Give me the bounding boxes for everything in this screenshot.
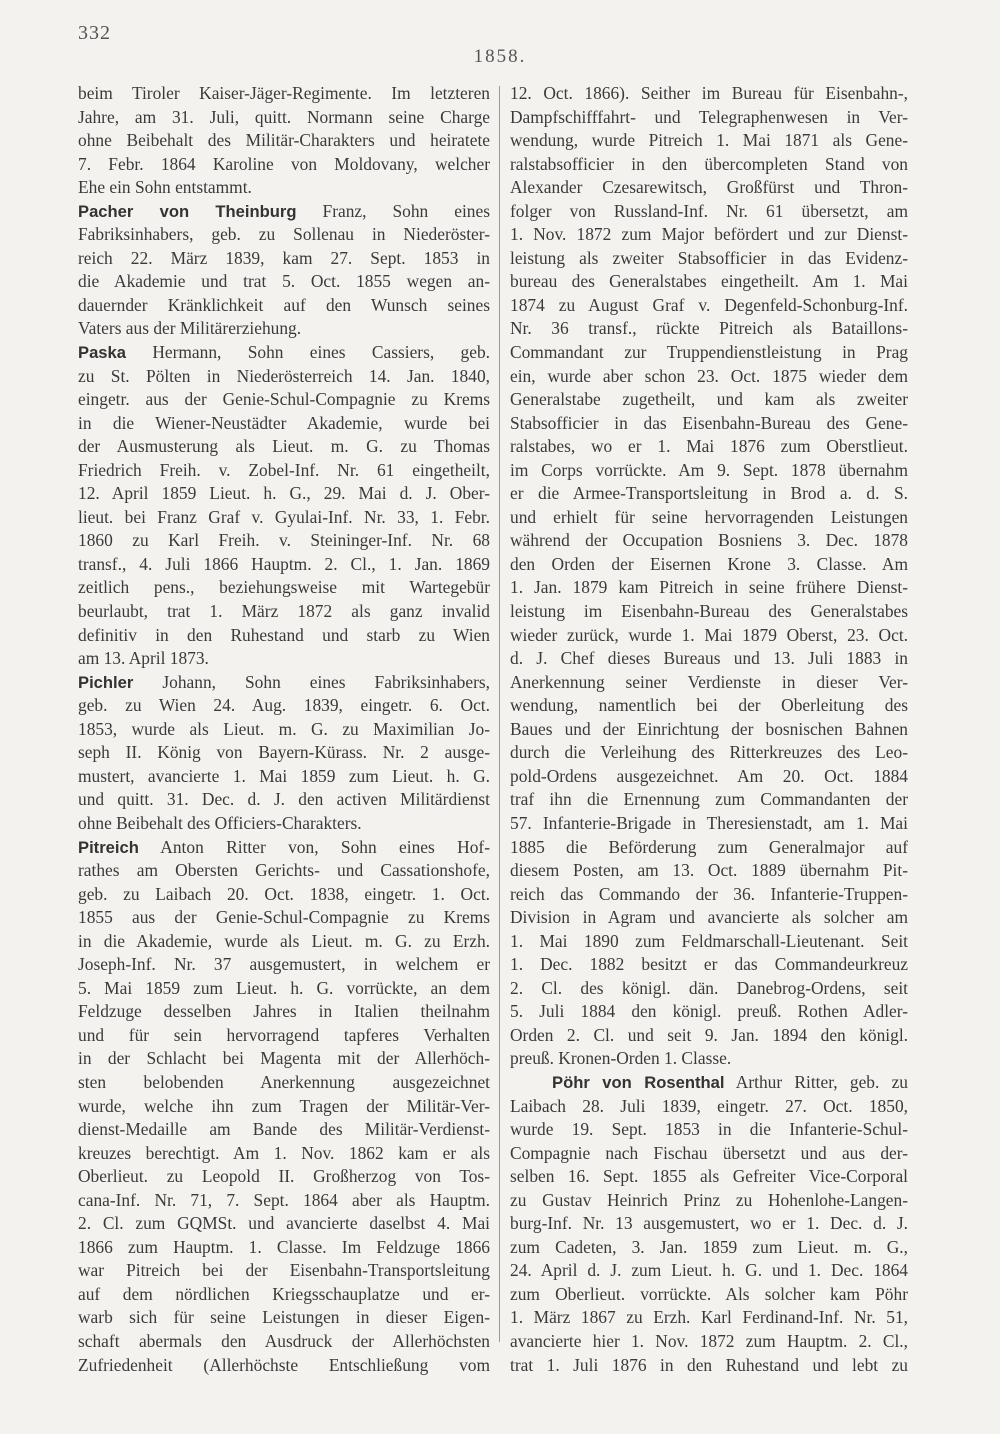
line-text: ohne Beibehalt des Militär-Charakters und heiratete bbox=[78, 130, 490, 151]
line-text: Generalstabe zugetheilt, und kam als zweiter bbox=[510, 389, 908, 410]
text-line bbox=[510, 930, 908, 954]
line-text: zu St. Pölten in Niederösterreich 14. Jan. 1840, bbox=[78, 365, 490, 386]
line-text: ralstabsofficier in den übercompleten Stand von bbox=[510, 153, 908, 174]
line-text: er die Armee-Transportsleitung in Brod a. d. S. bbox=[510, 483, 908, 504]
line-text: mustert, avancierte 1. Mai 1859 zum Lieut. h. G. bbox=[78, 765, 490, 786]
line-text: 1. März 1867 zu Erzh. Karl Ferdinand-Inf. Nr. 51, bbox=[510, 1307, 908, 1328]
text-line bbox=[510, 341, 908, 365]
text-line bbox=[78, 1047, 490, 1071]
text-line bbox=[78, 247, 490, 271]
text-line bbox=[510, 1259, 908, 1283]
line-text: 7. Febr. 1864 Karoline von Moldovany, welcher bbox=[78, 153, 490, 174]
text-line bbox=[78, 1095, 490, 1119]
text-line bbox=[510, 294, 908, 318]
line-text: Feldzuge desselben Jahres in Italien theilnahm bbox=[78, 1001, 490, 1022]
text-line bbox=[78, 1165, 490, 1189]
text-line bbox=[510, 741, 908, 765]
text-line bbox=[78, 906, 490, 930]
text-line bbox=[510, 836, 908, 860]
text-line bbox=[510, 647, 908, 671]
line-text: Franz, Sohn eines bbox=[296, 200, 490, 221]
text-line bbox=[78, 1118, 490, 1142]
text-line bbox=[510, 82, 908, 106]
text-line bbox=[510, 1283, 908, 1307]
line-text: Johann, Sohn eines Fabriksinhabers, bbox=[133, 671, 490, 692]
line-text: transf., 4. Juli 1866 Hauptm. 2. Cl., 1. Jan. 1869 bbox=[78, 553, 490, 574]
line-text: 12. Oct. 1866). Seither im Bureau für Eisenbahn-, bbox=[510, 83, 908, 103]
text-line bbox=[78, 765, 490, 789]
line-text: eingetr. aus der Genie-Schul-Compagnie zu Krems bbox=[78, 389, 490, 410]
text-line bbox=[510, 153, 908, 177]
line-text: den Orden der Eisernen Krone 3. Classe. Am bbox=[510, 553, 908, 574]
line-text: und für sein hervorragend tapferes Verhalten bbox=[78, 1024, 490, 1045]
entry-heading-line bbox=[510, 1071, 908, 1095]
text-line bbox=[78, 1283, 490, 1307]
text-line bbox=[78, 270, 490, 294]
text-line bbox=[78, 1024, 490, 1048]
line-text: Zufriedenheit (Allerhöchste Entschließung vom bbox=[78, 1354, 490, 1375]
line-text: leistung im Eisenbahn-Bureau des Generalstabes bbox=[510, 601, 908, 622]
text-line bbox=[510, 365, 908, 389]
text-line bbox=[510, 176, 908, 200]
text-line bbox=[510, 106, 908, 130]
line-text: ohne Beibehalt des Officiers-Charakters. bbox=[78, 812, 362, 833]
text-line bbox=[510, 223, 908, 247]
text-line bbox=[510, 1236, 908, 1260]
text-line bbox=[510, 883, 908, 907]
entry-surname: Pitreich bbox=[78, 837, 139, 857]
line-text: schaft abermals den Ausdruck der Allerhöchsten bbox=[78, 1330, 490, 1351]
text-line bbox=[78, 317, 490, 341]
line-text: 2. Cl. zum GQMSt. und avancierte daselbst 4. Mai bbox=[78, 1213, 490, 1234]
text-line bbox=[78, 1000, 490, 1024]
text-line bbox=[78, 977, 490, 1001]
line-text: ein, wurde aber schon 23. Oct. 1875 wieder dem bbox=[510, 365, 908, 386]
line-text: seph II. König von Bayern-Kürass. Nr. 2 ausge- bbox=[78, 742, 490, 763]
text-line bbox=[78, 176, 490, 200]
line-text: Joseph-Inf. Nr. 37 ausgemustert, in welchem er bbox=[78, 954, 490, 975]
line-text: leistung als zweiter Stabsofficier in das Evidenz- bbox=[510, 247, 908, 268]
text-line bbox=[510, 1024, 908, 1048]
text-line bbox=[510, 1165, 908, 1189]
text-line bbox=[510, 953, 908, 977]
line-text: ralstabes, wo er 1. Mai 1876 zum Oberstlieut. bbox=[510, 436, 908, 457]
text-line bbox=[78, 1142, 490, 1166]
line-text: cana-Inf. Nr. 71, 7. Sept. 1864 aber als Hauptm. bbox=[78, 1189, 490, 1210]
line-text: bureau des Generalstabes eingetheilt. Am 1. Mai bbox=[510, 271, 908, 292]
text-line bbox=[78, 694, 490, 718]
line-text: Anton Ritter von, Sohn eines Hof- bbox=[138, 836, 490, 857]
entry-heading-line bbox=[78, 341, 490, 365]
left-column bbox=[78, 82, 490, 1377]
line-text: 1. Jan. 1879 kam Pitreich in seine frühere Dienst- bbox=[510, 577, 908, 598]
line-text: Ehe ein Sohn entstammt. bbox=[78, 177, 252, 198]
text-line bbox=[510, 412, 908, 436]
text-line bbox=[78, 576, 490, 600]
text-line bbox=[78, 529, 490, 553]
text-line bbox=[510, 1118, 908, 1142]
line-text: dienst-Medaille am Bande des Militär-Verdienst- bbox=[78, 1119, 490, 1140]
text-line bbox=[510, 388, 908, 412]
page-number: 332 bbox=[78, 22, 111, 44]
text-line bbox=[510, 129, 908, 153]
text-line bbox=[78, 365, 490, 389]
line-text: 2. Cl. des königl. dän. Danebrog-Ordens, seit bbox=[510, 977, 908, 998]
entry-surname: Paska bbox=[78, 343, 126, 363]
text-line bbox=[78, 647, 490, 671]
text-line bbox=[510, 1330, 908, 1354]
line-text: Compagnie nach Fischau übersetzt und aus der- bbox=[510, 1142, 908, 1163]
line-text: 1. Dec. 1882 besitzt er das Commandeurkreuz bbox=[510, 954, 908, 975]
text-line bbox=[510, 600, 908, 624]
line-text: durch die Verleihung des Ritterkreuzes des Leo- bbox=[510, 742, 908, 763]
text-line bbox=[78, 812, 490, 836]
text-line bbox=[78, 859, 490, 883]
text-line bbox=[78, 223, 490, 247]
line-text: 1885 die Beförderung zum Generalmajor auf bbox=[510, 836, 908, 857]
text-line bbox=[510, 270, 908, 294]
text-line bbox=[510, 459, 908, 483]
line-text: reich 22. März 1839, kam 27. Sept. 1853 in bbox=[78, 247, 490, 268]
text-line bbox=[510, 247, 908, 271]
line-text: wurde 19. Sept. 1853 in die Infanterie-Schul- bbox=[510, 1119, 908, 1140]
text-line bbox=[510, 671, 908, 695]
line-text: pold-Ordens ausgezeichnet. Am 20. Oct. 1884 bbox=[510, 765, 908, 786]
line-text: 57. Infanterie-Brigade in Theresienstadt, am 1. Mai bbox=[510, 812, 908, 833]
line-text: wendung, wurde Pitreich 1. Mai 1871 als Gene- bbox=[510, 130, 908, 151]
line-text: 1866 zum Hauptm. 1. Classe. Im Feldzuge 1866 bbox=[78, 1236, 490, 1257]
text-line bbox=[78, 624, 490, 648]
line-text: burg-Inf. Nr. 13 ausgemustert, wo er 1. Dec. d. J. bbox=[510, 1213, 908, 1234]
line-text: im Corps vorrückte. Am 9. Sept. 1878 übernahm bbox=[510, 459, 908, 480]
text-line bbox=[78, 1236, 490, 1260]
line-text: 24. April d. J. zum Lieut. h. G. und 1. Dec. 1864 bbox=[510, 1260, 908, 1281]
entry-heading-line bbox=[78, 671, 490, 695]
line-text: lieut. bei Franz Graf v. Gyulai-Inf. Nr. 33, 1. Febr. bbox=[78, 506, 490, 527]
text-line bbox=[510, 788, 908, 812]
text-line bbox=[78, 129, 490, 153]
text-line bbox=[510, 718, 908, 742]
text-line bbox=[78, 82, 490, 106]
text-line bbox=[78, 106, 490, 130]
column-divider bbox=[499, 86, 500, 1342]
line-text: Dampfschifffahrt- und Telegraphenwesen in Ver- bbox=[510, 106, 908, 127]
text-line bbox=[510, 1354, 908, 1378]
right-column bbox=[510, 82, 908, 1377]
line-text: und quitt. 31. Dec. d. J. den activen Militärdienst bbox=[78, 789, 490, 810]
entry-heading-line bbox=[78, 200, 490, 224]
text-line bbox=[78, 1354, 490, 1378]
line-text: Nr. 36 transf., rückte Pitreich als Bataillons- bbox=[510, 318, 908, 339]
text-line bbox=[78, 506, 490, 530]
text-line bbox=[78, 953, 490, 977]
text-line bbox=[510, 812, 908, 836]
text-line bbox=[78, 741, 490, 765]
line-text: am 13. April 1873. bbox=[78, 648, 209, 669]
line-text: Hermann, Sohn eines Cassiers, geb. bbox=[125, 342, 490, 363]
text-line bbox=[78, 1259, 490, 1283]
text-line bbox=[78, 1189, 490, 1213]
text-line bbox=[510, 977, 908, 1001]
line-text: Friedrich Freih. v. Zobel-Inf. Nr. 61 eingetheilt, bbox=[78, 459, 490, 480]
line-text: wendung, namentlich bei der Oberleitung des bbox=[510, 695, 908, 716]
line-text: reich das Commando der 36. Infanterie-Truppen- bbox=[510, 883, 908, 904]
text-line bbox=[510, 1000, 908, 1024]
line-text: geb. zu Wien 24. Aug. 1839, eingetr. 6. Oct. bbox=[78, 695, 490, 716]
line-text: Fabriksinhabers, geb. zu Sollenau in Niederöster- bbox=[78, 224, 490, 245]
text-line bbox=[78, 482, 490, 506]
line-text: wieder zurück, wurde 1. Mai 1879 Oberst, 23. Oct. bbox=[510, 624, 908, 645]
text-line bbox=[510, 576, 908, 600]
text-line bbox=[78, 1306, 490, 1330]
line-text: traf ihn die Ernennung zum Commandanten der bbox=[510, 789, 908, 810]
text-line bbox=[78, 553, 490, 577]
text-line bbox=[510, 765, 908, 789]
text-line bbox=[510, 624, 908, 648]
line-text: geb. zu Laibach 20. Oct. 1838, eingetr. 1. Oct. bbox=[78, 883, 490, 904]
line-text: 1860 zu Karl Freih. v. Steininger-Inf. Nr. 68 bbox=[78, 530, 490, 551]
line-text: d. J. Chef dieses Bureaus und 13. Juli 1883 in bbox=[510, 648, 908, 669]
text-line bbox=[78, 718, 490, 742]
line-text: beim Tiroler Kaiser-Jäger-Regimente. Im letzteren bbox=[78, 83, 490, 103]
line-text: 12. April 1859 Lieut. h. G., 29. Mai d. J. Ober- bbox=[78, 483, 490, 504]
text-line bbox=[78, 1071, 490, 1095]
entry-surname: Pichler bbox=[78, 672, 134, 692]
line-text: in der Schlacht bei Magenta mit der Allerhöch- bbox=[78, 1048, 490, 1069]
text-line bbox=[78, 1212, 490, 1236]
text-line bbox=[510, 859, 908, 883]
text-line bbox=[78, 883, 490, 907]
line-text: sten belobenden Anerkennung ausgezeichnet bbox=[78, 1071, 490, 1092]
line-text: in die Wiener-Neustädter Akademie, wurde bei bbox=[78, 412, 490, 433]
line-text: beurlaubt, trat 1. März 1872 als ganz invalid bbox=[78, 601, 490, 622]
line-text: der Ausmusterung als Lieut. m. G. zu Thomas bbox=[78, 436, 490, 457]
line-text: avancierte hier 1. Nov. 1872 zum Hauptm. 2. Cl., bbox=[510, 1330, 908, 1351]
line-text: trat 1. Juli 1876 in den Ruhestand und lebt zu bbox=[510, 1354, 908, 1375]
text-line bbox=[510, 1306, 908, 1330]
text-line bbox=[510, 1189, 908, 1213]
text-line bbox=[510, 906, 908, 930]
line-text: zum Cadeten, 3. Jan. 1859 zum Lieut. m. G., bbox=[510, 1236, 908, 1257]
text-line bbox=[510, 435, 908, 459]
text-line bbox=[78, 412, 490, 436]
line-text: warb sich für seine Leistungen in dieser Eigen- bbox=[78, 1307, 490, 1328]
text-line bbox=[510, 1047, 908, 1071]
line-text: 1. Nov. 1872 zum Major befördert und zur Dienst- bbox=[510, 224, 908, 245]
line-text: auf dem nördlichen Kriegsschauplatze und er- bbox=[78, 1283, 490, 1304]
text-line bbox=[78, 930, 490, 954]
line-text: und erhielt für seine hervorragenden Leistungen bbox=[510, 506, 908, 527]
text-line bbox=[510, 1142, 908, 1166]
line-text: Commandant zur Truppendienstleistung in Prag bbox=[510, 342, 908, 363]
line-text: kreuzes berechtigt. Am 1. Nov. 1862 kam er als bbox=[78, 1142, 490, 1163]
entry-surname: Pöhr von Rosenthal bbox=[552, 1072, 725, 1092]
text-line bbox=[510, 482, 908, 506]
line-text: preuß. Kronen-Orden 1. Classe. bbox=[510, 1048, 732, 1069]
line-text: in die Akademie, wurde als Lieut. m. G. zu Erzh. bbox=[78, 930, 490, 951]
line-text: Division in Agram und avancierte als solcher am bbox=[510, 907, 908, 928]
text-line bbox=[510, 694, 908, 718]
text-line bbox=[78, 153, 490, 177]
line-text: Oberlieut. zu Leopold II. Großherzog von Tos- bbox=[78, 1166, 490, 1187]
line-text: diesem Posten, am 13. Oct. 1889 übernahm Pit- bbox=[510, 860, 908, 881]
line-text: Orden 2. Cl. und seit 9. Jan. 1894 den königl. bbox=[510, 1024, 908, 1045]
entry-heading-line bbox=[78, 836, 490, 860]
line-text: zeitlich pens., beziehungsweise mit Wartegebür bbox=[78, 577, 490, 598]
line-text: 1855 aus der Genie-Schul-Compagnie zu Krems bbox=[78, 907, 490, 928]
line-text: zu Gustav Heinrich Prinz zu Hohenlohe-Langen- bbox=[510, 1189, 908, 1210]
line-text: definitiv in den Ruhestand und starb zu Wien bbox=[78, 624, 490, 645]
text-line bbox=[510, 529, 908, 553]
text-line bbox=[510, 1095, 908, 1119]
running-header-year: 1858. bbox=[473, 46, 527, 67]
line-text: während der Occupation Bosniens 3. Dec. 1878 bbox=[510, 530, 908, 551]
line-text: folger von Russland-Inf. Nr. 61 übersetzt, am bbox=[510, 200, 908, 221]
text-line bbox=[78, 388, 490, 412]
line-text: Alexander Czesarewitsch, Großfürst und Thron- bbox=[510, 177, 908, 198]
line-text: Jahre, am 31. Juli, quitt. Normann seine Charge bbox=[78, 106, 490, 127]
line-text: Stabsofficier in das Eisenbahn-Bureau des Gene- bbox=[510, 412, 908, 433]
line-text: 5. Juli 1884 den königl. preuß. Rothen Adler- bbox=[510, 1001, 908, 1022]
line-text: dauernder Kränklichkeit auf den Wunsch seines bbox=[78, 294, 490, 315]
text-line bbox=[78, 435, 490, 459]
line-text: war Pitreich bei der Eisenbahn-Transportsleitung bbox=[78, 1260, 490, 1281]
line-text: Arthur Ritter, geb. zu bbox=[724, 1071, 908, 1092]
line-text: zum Oberlieut. vorrückte. Als solcher kam Pöhr bbox=[510, 1283, 908, 1304]
text-line bbox=[78, 600, 490, 624]
text-line bbox=[510, 553, 908, 577]
text-line bbox=[78, 1330, 490, 1354]
line-text: Baues und der Einrichtung der bosnischen Bahnen bbox=[510, 718, 908, 739]
text-line bbox=[510, 506, 908, 530]
line-text: Anerkennung seiner Verdienste in dieser Ver- bbox=[510, 671, 908, 692]
line-text: 5. Mai 1859 zum Lieut. h. G. vorrückte, an dem bbox=[78, 977, 490, 998]
entry-surname: Pacher von Theinburg bbox=[78, 201, 297, 221]
line-text: rathes am Obersten Gerichts- und Cassationshofe, bbox=[78, 860, 490, 881]
text-line bbox=[510, 200, 908, 224]
line-text: die Akademie und trat 5. Oct. 1855 wegen an- bbox=[78, 271, 490, 292]
line-text: wurde, welche ihn zum Tragen der Militär-Ver- bbox=[78, 1095, 490, 1116]
text-line bbox=[510, 317, 908, 341]
text-line bbox=[78, 294, 490, 318]
line-text: selben 16. Sept. 1855 als Gefreiter Vice-Corporal bbox=[510, 1166, 908, 1187]
line-text: 1853, wurde als Lieut. m. G. zu Maximilian Jo- bbox=[78, 718, 490, 739]
line-text: Vaters aus der Militärerziehung. bbox=[78, 318, 302, 339]
text-line bbox=[78, 459, 490, 483]
line-text: 1874 zu August Graf v. Degenfeld-Schonburg-Inf. bbox=[510, 294, 908, 315]
text-line bbox=[78, 788, 490, 812]
text-line bbox=[510, 1212, 908, 1236]
line-text: 1. Mai 1890 zum Feldmarschall-Lieutenant. Seit bbox=[510, 930, 908, 951]
line-text: Laibach 28. Juli 1839, eingetr. 27. Oct. 1850, bbox=[510, 1095, 908, 1116]
